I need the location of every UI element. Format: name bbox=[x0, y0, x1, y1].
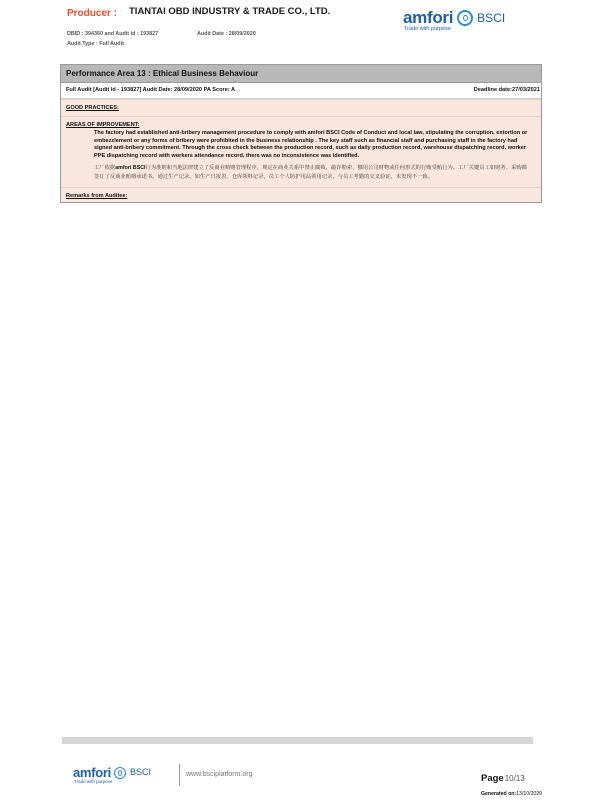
areas-text-english: The factory had established anti-bribery management procedure to comply with amfori BSCI Code of Conduct and local law, stipulating the corruption, extortion or embezzlement or any forms of bribery were prohibited in the business relationship . The key staff such as financial staff and purchasing staff in the factory had signed anti-bribery commitment. Through the cross check between the production record, such as daily production record, warehouse dispatching record, worker PPE dispatching record with workers attendance record, there was no inconsistence was identified. bbox=[94, 130, 528, 159]
footer-logo bbox=[73, 765, 151, 784]
footer-logo-tagline: Trade with purpose bbox=[74, 779, 113, 784]
page-label: Page bbox=[481, 773, 504, 784]
generated-date: 13/10/2020 bbox=[516, 791, 543, 797]
good-practices-section bbox=[61, 99, 541, 116]
platform-url[interactable]: www.bsciplatform.org bbox=[186, 771, 253, 778]
remarks-label: Remarks from Auditee: bbox=[66, 193, 128, 200]
audit-meta-line bbox=[67, 31, 256, 37]
page-number bbox=[481, 773, 525, 784]
footer-logo-bsci: BSCI bbox=[129, 767, 151, 777]
audit-info: Full Audit [Audit Id - 193827] Audit Date: 28/09/2020 PA Score: A bbox=[66, 87, 236, 93]
logo-wordmark: amfori bbox=[403, 8, 454, 27]
generated-on bbox=[481, 791, 542, 797]
footer-divider-bar bbox=[62, 737, 533, 744]
areas-cn-prefix: 工厂依据 bbox=[94, 165, 116, 172]
logo-tagline: Trade with purpose bbox=[404, 26, 451, 32]
producer-name: TIANTAI OBD INDUSTRY & TRADE CO., LTD. bbox=[129, 6, 331, 17]
audit-info-row bbox=[61, 83, 541, 99]
performance-area-panel bbox=[60, 64, 542, 203]
areas-cn-brand: amfori BSCI bbox=[115, 165, 146, 172]
audit-date: Audit Date : 28/09/2020 bbox=[197, 31, 256, 37]
footer-logo-wordmark: amfori bbox=[73, 765, 111, 780]
deadline-date: Deadline date:27/03/2021 bbox=[473, 87, 540, 93]
amfori-bsci-logo bbox=[403, 8, 506, 32]
areas-cn-body: 行为准则和当地法律建立了反商业贿赂管理程序，规定在商业关系中禁止腐败、敲诈勒索、挪用公司财物或任何形式的行贿受贿行为。工厂关键员工如财务、采购都签订了反商业贿赂承诺书。通过生产记录，如生产日报表，仓库领料记录，员工个人防护用品领用记录，与员工考勤的交叉验证，未发现不一致。 bbox=[94, 165, 527, 180]
areas-of-improvement-section bbox=[61, 116, 541, 187]
dbid-audit-id: DBID : 394360 and Audit id : 193827 bbox=[67, 31, 159, 37]
audit-type: Audit Type : Full Audit bbox=[67, 41, 124, 47]
areas-text-chinese bbox=[94, 164, 529, 181]
producer-label: Producer : bbox=[67, 8, 118, 19]
footer-separator bbox=[179, 764, 180, 786]
logo-bsci: BSCI bbox=[477, 11, 506, 25]
remarks-section bbox=[61, 187, 541, 202]
section-title: Performance Area 13 : Ethical Business Behaviour bbox=[61, 65, 541, 83]
amfori-ring-icon bbox=[457, 10, 473, 26]
page-count: 10/13 bbox=[504, 774, 525, 783]
footer-ring-icon bbox=[114, 767, 126, 779]
generated-label: Generated on: bbox=[481, 791, 517, 797]
good-practices-label: GOOD PRACTICES: bbox=[66, 105, 119, 111]
areas-of-improvement-label: AREAS OF IMPROVEMENT: bbox=[66, 122, 140, 128]
